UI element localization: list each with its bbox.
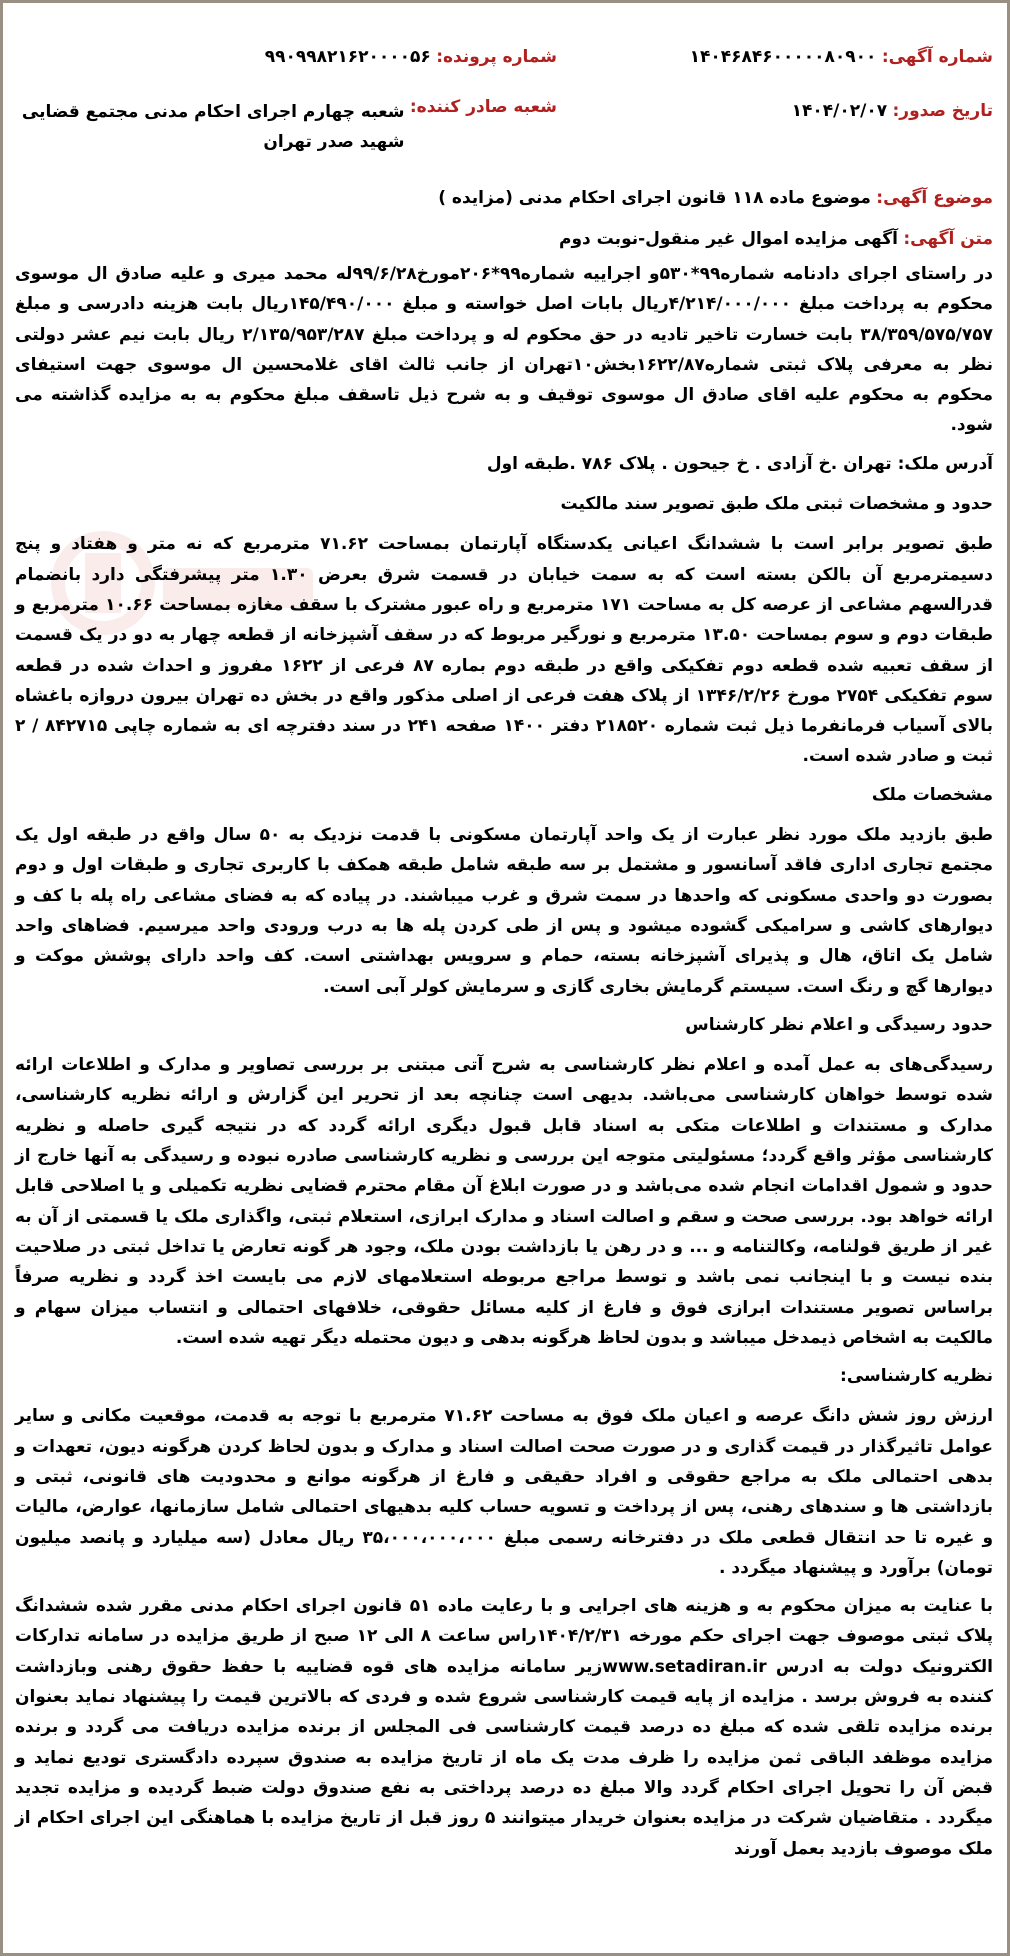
case-number-label: شماره پرونده: [436, 47, 557, 67]
issue-date-label: تاریخ صدور: [892, 101, 993, 121]
registry-paragraph: طبق تصویر برابر است با ششدانگ اعیانی یکدستگاه آپارتمان بمساحت ۷۱.۶۲ مترمربع که نه متر و هفتاد و پنج دسیمترمربع آن بالکن بسته است که به سمت خیابان در قسمت شرق بعرض ۱.۳۰ متر پیشرفتگی دارد بانضمام قدرالسهم مشاعی از عرصه کل به مساحت ۱۷۱ مترمربع و راه عبور مشترک با سقف مغازه بمساحت ۱۰.۶۶ مترمربع و طبقات دوم و سوم بمساحت ۱۳.۵۰ مترمربع و نورگیر مربوط که در سقف آشپزخانه از قطعه چهار به دو در یک قسمت از سقف تعبیه شده قطعه دوم تفکیکی واقع در طبقه دوم بماره ۸۷ فرعی از ۱۶۲۲ مفروز و احداث شده در قطعه سوم تفکیکی ۲۷۵۴ مورخ ۱۳۴۶/۲/۲۶ از پلاک هفت فرعی از اصلی مذکور واقع در بخش ده تهران بیرون دروازه باغشاه بالای آسیاب فرمانفرما ذیل ثبت شماره ۲۱۸۵۲۰ دفتر ۱۴۰۰ صفحه ۲۴۱ در سند دفترچه ای به شماره چاپی ۸۴۲۷۱۵ / ۲ ثبت و صادر شده است. [15, 534, 994, 767]
subject-label: موضوع آگهی: [876, 188, 993, 208]
auction-text-after: زیر سامانه مزایده های قوه قضاییه با حفظ حقوق رهنی وبازداشت کننده به فروش برسد . مزایده از پایه قیمت کارشناسی شروع شده و فردی که بالاترین قیمت را پیشنهاد نماید بعنوان برنده مزایده تلقی شده که مبلغ ده درصد قیمت کارشناسی فی المجلس از برنده مزایده دریافت می گردد و برنده مزایده موظفد الباقی ثمن مزایده را ظرف مدت یک ماه از تاریخ مزایده به صندوق سپرده دادگستری تودیع نماید و قبض آن را تحویل اجرای احکام گردد والا مبلغ ده درصد پرداختی به نفع صندوق دولت ضبط گردیده و مزایده تجدید میگردد . متقاضیان شرکت در مزایده بعنوان خریدار میتوانند ۵ روز قبل از تاریخ مزایده با هماهنگی این اجرای احکام از ملک موصوف بازدید بعمل آورند [15, 1656, 993, 1859]
ad-number: ۱۴۰۴۶۸۴۶۰۰۰۰۰۸۰۹۰۰ [689, 47, 877, 67]
case-number-row [265, 47, 557, 67]
auction-text-before: با عنایت به میزان محکوم به و هزینه های اجرایی و با رعایت ماده ۵۱ قانون اجرای احکام مدنی مقرر شده ششدانگ پلاک ثبتی موصوف جهت اجرای حکم مورخه ۱۴۰۴/۲/۳۱راس ساعت ۸ الی ۱۲ صبح از طریق مزایده در سامانه تدارکات الکترونیک دولت به ادرس [15, 1596, 994, 1677]
subject-value: موضوع ماده ۱۱۸ قانون اجرای احکام مدنی (مزایده ) [438, 188, 871, 208]
issuer-row [4, 97, 557, 157]
auction-website-link[interactable]: www.setadiran.ir [602, 1656, 767, 1677]
review-heading: حدود رسیدگی و اعلام نظر کارشناس [685, 1014, 993, 1035]
property-paragraph: طبق بازدید ملک مورد نظر عبارت از یک واحد آپارتمان مسکونی با قدمت نزدیک به ۵۰ سال واقع در طبقه اول یک مجتمع تجاری اداری فاقد آسانسور و مشتمل بر سه طبقه شامل طبقه همکف با کاربری تجاری و طبقات اول و دوم بصورت دو واحدی مسکونی که واحدها در سمت شرق و غرب میباشند. در پیاده که به فضای مشاعی راه پله با کف و دیوارهای کاشی و سرامیکی گشوده میشود و پس از طی کردن پله ها به درب ورودی واحد میرسیم. فضاهای واحد شامل یک اتاق، هال و پذیرای آشپزخانه بسته، حمام و سرویس بهداشتی است. کف واحد دارای پوشش موکت و دیوارها گچ و رنگ است. سیستم گرمایش بخاری گازی و سرمایش کولر آبی است. [15, 825, 993, 997]
issuer: شعبه چهارم اجرای احکام مدنی مجتمع قضایی شهید صدر تهران [21, 102, 405, 152]
subject-row [438, 188, 993, 208]
registry-heading: حدود و مشخصات ثبتی ملک طبق تصویر سند مالکیت [560, 494, 993, 515]
ad-number-row [690, 47, 993, 67]
issuer-label: شعبه صادر کننده: [409, 97, 557, 117]
ad-text-title: آگهی مزایده اموال غیر منقول-نوبت دوم [559, 229, 898, 249]
issue-date-row [792, 101, 993, 121]
opinion-paragraph: ارزش روز شش دانگ عرصه و اعیان ملک فوق به مساحت ۷۱.۶۲ مترمربع با توجه به قدمت، موقعیت مکانی و سایر عوامل تاثیرگذار در قیمت گذاری و در صورت صحت اصالت اسناد و مدارک و بدون لحاظ کردن هرگونه دیون، تعهدات و بدهی احتمالی ملک به مراجع حقوقی و افراد حقیقی و فارغ از هرگونه موانع و محدودیت های قانونی، ثبتی و بازداشتی ها و سندهای رهنی، پس از پرداخت و تسویه حساب کلیه بدهیهای احتمالی شامل سازمانها، عوارض، مالیات و غیره تا حد انتقال قطعی ملک در دفترخانه رسمی مبلغ ۳۵،۰۰۰،۰۰۰،۰۰۰ ریال معادل (سه میلیارد و پانصد میلیون تومان) برآورد و پیشنهاد میگردد . [15, 1406, 994, 1578]
opinion-heading: نظریه کارشناسی: [840, 1366, 993, 1387]
intro-paragraph: در راستای اجرای دادنامه شماره۹۹*۵۳۰و اجراییه شماره۹۹*۲۰۶مورخ۹۹/۶/۲۸له محمد میری و علیه صادق ال موسوی محکوم به پرداخت مبلغ ۴/۲۱۴/۰۰۰/۰۰۰ریال بابات اصل خواسته و مبلغ ۱۴۵/۴۹۰/۰۰۰ریال بابت هزینه دادرسی و مبلغ ۳۸/۳۵۹/۵۷۵/۷۵۷ بابت خسارت تاخیر تادیه در حق محکوم له و پرداخت مبلغ ۲/۱۳۵/۹۵۳/۲۸۷ ریال بابت نیم عشر دولتی نظر به معرفی پلاک ثبتی شماره۱۶۲۲/۸۷بخش۱۰تهران از جانب ثالث اقای غلامحسین ال موسوی جهت استیفای محکوم به محکوم علیه اقای صادق ال موسوی توقیف و به شرح ذیل تاسقف مبلغ محکوم به به مزایده گذاشته می شود. [15, 264, 994, 436]
ad-body [15, 259, 993, 1872]
ad-text-label: متن آگهی: [903, 229, 993, 249]
case-number: ۹۹۰۹۹۸۲۱۶۲۰۰۰۰۵۶ [264, 47, 431, 67]
ad-number-label: شماره آگهی: [881, 47, 993, 67]
auction-paragraph [15, 1591, 993, 1864]
ad-text-row [559, 229, 993, 249]
property-heading: مشخصات ملک [871, 784, 993, 805]
review-paragraph: رسیدگی‌های به عمل آمده و اعلام نظر کارشناسی به شرح آتی مبتنی بر بررسی تصاویر و مدارک و اطلاعات ارائه شده توسط خواهان کارشناسی می‌باشد. بدیهی است چنانچه بعد از تحریر این گزارش و ارائه نظریه کارشناسی، مدارک و مستندات و اطلاعات متکی به اسناد قابل قبول دیگری ارائه گردد که در نتیجه گیری حاصله و نظریه کارشناسی مؤثر واقع گردد؛ مسئولیتی متوجه این بررسی و نظریه کارشناسی صادره نبوده و رسیدگی به آنها خارج از حدود و شمول اقدامات انجام شده می‌باشد و در صورت ابلاغ آن مقام محترم قضایی نظریه تکمیلی و یا اصلاحی قابل ارائه خواهد بود. بررسی صحت و سقم و اصالت اسناد و مدارک ابرازی، استعلام ثبتی، واگذاری ملک یا قسمتی از آن به غیر از طریق قولنامه، وکالتنامه و ... و در رهن یا بازداشت بودن ملک، وجود هر گونه تعارض یا تداخل ثبتی در صلاحیت بنده نیست و با اینجانب نمی باشد و توسط مراجع مربوطه استعلامهای لازم می بایست اخذ گردد و نظریه صرفاً براساس تصویر مستندات ابرازی فوق و فارغ از کلیه مسائل حقوقی، خلافهای احتمالی و انتساب میزان سهام و مالکیت به اشخاص ذیمدخل میباشد و بدون لحاظ هرگونه بدهی و دیون محتمله دیگر تهیه شده است. [15, 1055, 993, 1348]
issue-date: ۱۴۰۴/۰۲/۰۷ [791, 101, 888, 121]
property-address: آدرس ملک: تهران .خ آزادی . خ جیحون . پلاک ۷۸۶ .طبقه اول [486, 453, 993, 474]
